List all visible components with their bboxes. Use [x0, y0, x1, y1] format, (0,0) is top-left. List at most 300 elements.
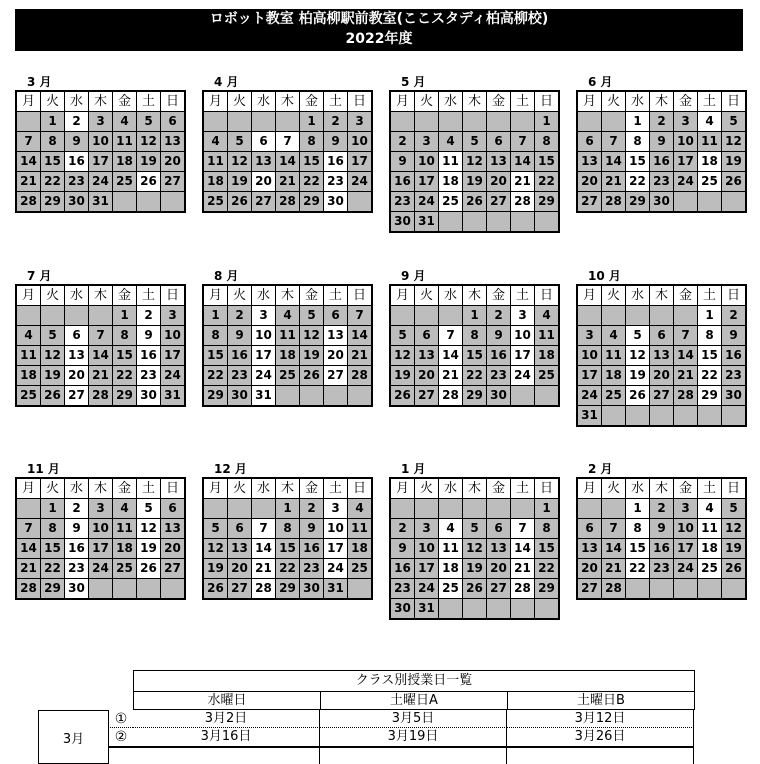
empty-cell [487, 499, 510, 518]
weekday-header: 金 [113, 286, 136, 305]
weekday-header: 金 [487, 479, 510, 498]
day-cell: 1 [463, 306, 486, 325]
day-cell: 7 [252, 519, 275, 538]
day-cell: 23 [228, 366, 251, 385]
day-cell: 21 [602, 559, 625, 578]
day-cell: 2 [650, 499, 673, 518]
day-cell: 13 [650, 346, 673, 365]
day-cell: 15 [535, 152, 558, 171]
day-cell: 8 [626, 519, 649, 538]
month-calendar [15, 74, 184, 213]
day-cell: 28 [348, 366, 371, 385]
empty-cell [650, 406, 673, 425]
day-cell: 22 [204, 366, 227, 385]
day-cell: 30 [228, 386, 251, 405]
empty-cell [348, 386, 371, 405]
day-cell: 6 [650, 326, 673, 345]
empty-cell [228, 499, 251, 518]
day-cell: 29 [535, 192, 558, 211]
day-cell: 16 [391, 172, 414, 191]
day-cell: 3 [674, 112, 697, 131]
empty-cell [698, 579, 721, 598]
schedule-month-row [38, 710, 695, 764]
weekday-header: 水 [439, 479, 462, 498]
empty-cell [535, 212, 558, 231]
day-cell: 18 [698, 539, 721, 558]
day-cell: 17 [161, 346, 184, 365]
day-cell: 12 [463, 152, 486, 171]
month-calendar [576, 74, 745, 213]
day-cell: 7 [511, 132, 534, 151]
day-cell: 23 [391, 192, 414, 211]
day-cell: 14 [276, 152, 299, 171]
weekday-header: 土 [137, 92, 160, 111]
day-cell: 13 [252, 152, 275, 171]
weekday-header: 木 [276, 286, 299, 305]
day-cell: 23 [722, 366, 745, 385]
month-label: 3 月 [27, 75, 52, 89]
day-cell: 11 [17, 346, 40, 365]
empty-cell [276, 112, 299, 131]
day-cell: 19 [626, 366, 649, 385]
day-cell: 2 [487, 306, 510, 325]
weekday-header: 木 [650, 479, 673, 498]
day-cell: 31 [415, 212, 438, 231]
schedule-lessons [108, 710, 694, 764]
day-cell: 12 [463, 539, 486, 558]
month-grid [15, 90, 186, 213]
lesson-number: ① [108, 710, 133, 728]
day-cell: 24 [415, 579, 438, 598]
weekday-header: 月 [578, 92, 601, 111]
day-cell: 10 [511, 326, 534, 345]
empty-cell [252, 112, 275, 131]
empty-cell [41, 306, 64, 325]
day-cell: 21 [511, 559, 534, 578]
day-cell: 11 [113, 519, 136, 538]
empty-cell [391, 112, 414, 131]
day-cell: 28 [602, 579, 625, 598]
weekday-header: 水 [65, 479, 88, 498]
day-cell: 13 [161, 132, 184, 151]
month-calendar [15, 268, 184, 407]
empty-cell [511, 112, 534, 131]
day-cell: 31 [415, 599, 438, 618]
day-cell: 14 [674, 346, 697, 365]
day-cell: 4 [204, 132, 227, 151]
weekday-header: 日 [535, 286, 558, 305]
day-cell: 28 [674, 386, 697, 405]
day-cell: 4 [602, 326, 625, 345]
weekday-header: 月 [204, 479, 227, 498]
day-cell: 14 [602, 152, 625, 171]
weekday-header: 土 [698, 286, 721, 305]
day-cell: 11 [204, 152, 227, 171]
day-cell: 1 [41, 112, 64, 131]
day-cell: 10 [89, 519, 112, 538]
day-cell: 11 [348, 519, 371, 538]
weekday-header: 土 [511, 92, 534, 111]
day-cell: 10 [89, 132, 112, 151]
day-cell: 29 [698, 386, 721, 405]
day-cell: 26 [722, 559, 745, 578]
column-header-wednesday: 水曜日 [134, 692, 321, 710]
day-cell: 25 [113, 172, 136, 191]
day-cell: 26 [137, 559, 160, 578]
month-calendar [576, 268, 745, 427]
day-cell: 16 [391, 559, 414, 578]
day-cell: 28 [511, 579, 534, 598]
day-cell: 26 [137, 172, 160, 191]
day-cell: 8 [41, 519, 64, 538]
day-cell: 20 [578, 172, 601, 191]
day-cell: 20 [65, 366, 88, 385]
weekday-header: 水 [65, 286, 88, 305]
day-cell: 5 [204, 519, 227, 538]
weekday-header: 日 [722, 479, 745, 498]
day-cell: 12 [722, 132, 745, 151]
day-cell: 14 [348, 326, 371, 345]
weekday-header: 水 [439, 92, 462, 111]
empty-cell [602, 406, 625, 425]
day-cell: 12 [137, 132, 160, 151]
empty-cell [17, 306, 40, 325]
day-cell: 22 [626, 559, 649, 578]
weekday-header: 金 [674, 286, 697, 305]
day-cell: 29 [204, 386, 227, 405]
day-cell: 19 [137, 152, 160, 171]
lesson-date: 3月26日 [507, 728, 694, 746]
day-cell: 30 [324, 192, 347, 211]
lesson-number-empty [108, 746, 133, 764]
weekday-header: 月 [204, 286, 227, 305]
day-cell: 10 [415, 152, 438, 171]
day-cell: 8 [626, 132, 649, 151]
month-calendar [202, 268, 371, 407]
day-cell: 19 [228, 172, 251, 191]
day-cell: 4 [698, 499, 721, 518]
month-label: 5 月 [401, 75, 426, 89]
empty-cell [439, 112, 462, 131]
day-cell: 24 [415, 192, 438, 211]
day-cell: 12 [228, 152, 251, 171]
day-cell: 24 [324, 559, 347, 578]
day-cell: 26 [463, 192, 486, 211]
day-cell: 1 [698, 306, 721, 325]
day-cell: 6 [578, 132, 601, 151]
day-cell: 26 [228, 192, 251, 211]
day-cell: 21 [252, 559, 275, 578]
month-grid [389, 90, 560, 233]
empty-cell [511, 499, 534, 518]
day-cell: 7 [602, 519, 625, 538]
weekday-header: 金 [300, 479, 323, 498]
empty-cell [415, 112, 438, 131]
day-cell: 2 [300, 499, 323, 518]
weekday-header: 水 [626, 92, 649, 111]
day-cell: 10 [324, 519, 347, 538]
weekday-header: 日 [722, 92, 745, 111]
day-cell: 4 [17, 326, 40, 345]
empty-cell [535, 386, 558, 405]
day-cell: 28 [89, 386, 112, 405]
month-label: 2 月 [588, 462, 613, 476]
day-cell: 17 [89, 152, 112, 171]
day-cell: 15 [204, 346, 227, 365]
day-cell: 7 [511, 519, 534, 538]
month-grid [389, 284, 560, 407]
day-cell: 17 [348, 152, 371, 171]
day-cell: 5 [722, 499, 745, 518]
month-grid [15, 284, 186, 407]
day-cell: 18 [113, 539, 136, 558]
day-cell: 14 [89, 346, 112, 365]
day-cell: 6 [487, 132, 510, 151]
schedule-table [38, 670, 695, 764]
empty-cell [439, 212, 462, 231]
weekday-header: 水 [252, 286, 275, 305]
day-cell: 22 [626, 172, 649, 191]
day-cell: 22 [41, 559, 64, 578]
weekday-header: 土 [698, 479, 721, 498]
day-cell: 11 [698, 519, 721, 538]
empty-cell [674, 306, 697, 325]
day-cell: 23 [650, 172, 673, 191]
day-cell: 21 [276, 172, 299, 191]
weekday-header: 火 [41, 286, 64, 305]
empty-cell [300, 386, 323, 405]
day-cell: 25 [348, 559, 371, 578]
day-cell: 8 [204, 326, 227, 345]
day-cell: 10 [415, 539, 438, 558]
empty-cell [204, 499, 227, 518]
month-label: 8 月 [214, 269, 239, 283]
lesson-date-empty [507, 746, 694, 764]
day-cell: 25 [204, 192, 227, 211]
weekday-header: 日 [348, 286, 371, 305]
day-cell: 26 [722, 172, 745, 191]
weekday-header: 月 [578, 286, 601, 305]
day-cell: 25 [698, 559, 721, 578]
weekday-header: 月 [204, 92, 227, 111]
day-cell: 26 [41, 386, 64, 405]
day-cell: 7 [276, 132, 299, 151]
weekday-header: 土 [324, 286, 347, 305]
day-cell: 1 [204, 306, 227, 325]
day-cell: 25 [602, 386, 625, 405]
empty-cell [626, 579, 649, 598]
day-cell: 5 [463, 132, 486, 151]
empty-cell [17, 112, 40, 131]
day-cell: 15 [113, 346, 136, 365]
empty-cell [602, 112, 625, 131]
day-cell: 27 [252, 192, 275, 211]
empty-cell [535, 599, 558, 618]
day-cell: 4 [535, 306, 558, 325]
schedule-header-row [133, 692, 695, 710]
weekday-header: 木 [650, 92, 673, 111]
weekday-header: 水 [439, 286, 462, 305]
day-cell: 14 [602, 539, 625, 558]
day-cell: 21 [89, 366, 112, 385]
day-cell: 29 [113, 386, 136, 405]
weekday-header: 日 [161, 286, 184, 305]
weekday-header: 日 [348, 479, 371, 498]
day-cell: 27 [578, 192, 601, 211]
day-cell: 1 [626, 112, 649, 131]
day-cell: 3 [578, 326, 601, 345]
day-cell: 17 [674, 152, 697, 171]
empty-cell [674, 579, 697, 598]
weekday-header: 土 [137, 479, 160, 498]
day-cell: 9 [487, 326, 510, 345]
day-cell: 15 [626, 152, 649, 171]
day-cell: 10 [252, 326, 275, 345]
day-cell: 16 [650, 539, 673, 558]
day-cell: 2 [65, 499, 88, 518]
weekday-header: 火 [228, 479, 251, 498]
weekday-header: 火 [41, 92, 64, 111]
empty-cell [722, 192, 745, 211]
day-cell: 29 [41, 192, 64, 211]
day-cell: 11 [439, 539, 462, 558]
empty-cell [65, 306, 88, 325]
day-cell: 24 [674, 172, 697, 191]
day-cell: 25 [535, 366, 558, 385]
day-cell: 15 [535, 539, 558, 558]
day-cell: 27 [578, 579, 601, 598]
empty-cell [511, 386, 534, 405]
day-cell: 17 [324, 539, 347, 558]
day-cell: 10 [578, 346, 601, 365]
day-cell: 14 [511, 539, 534, 558]
weekday-header: 水 [65, 92, 88, 111]
day-cell: 1 [276, 499, 299, 518]
day-cell: 24 [348, 172, 371, 191]
day-cell: 30 [65, 192, 88, 211]
day-cell: 11 [276, 326, 299, 345]
day-cell: 16 [300, 539, 323, 558]
weekday-header: 火 [41, 479, 64, 498]
day-cell: 29 [535, 579, 558, 598]
day-cell: 22 [300, 172, 323, 191]
empty-cell [439, 306, 462, 325]
day-cell: 19 [463, 172, 486, 191]
month-calendar [389, 268, 558, 407]
day-cell: 16 [137, 346, 160, 365]
day-cell: 3 [415, 519, 438, 538]
day-cell: 1 [535, 499, 558, 518]
empty-cell [113, 579, 136, 598]
day-cell: 5 [228, 132, 251, 151]
day-cell: 6 [324, 306, 347, 325]
day-cell: 21 [602, 172, 625, 191]
weekday-header: 日 [161, 92, 184, 111]
day-cell: 28 [602, 192, 625, 211]
day-cell: 25 [439, 579, 462, 598]
day-cell: 16 [650, 152, 673, 171]
weekday-header: 金 [300, 286, 323, 305]
day-cell: 23 [391, 579, 414, 598]
day-cell: 20 [487, 172, 510, 191]
day-cell: 30 [722, 386, 745, 405]
day-cell: 2 [228, 306, 251, 325]
weekday-header: 金 [487, 286, 510, 305]
empty-cell [89, 306, 112, 325]
day-cell: 8 [41, 132, 64, 151]
day-cell: 29 [463, 386, 486, 405]
day-cell: 15 [463, 346, 486, 365]
day-cell: 3 [89, 112, 112, 131]
day-cell: 7 [602, 132, 625, 151]
day-cell: 20 [161, 539, 184, 558]
empty-cell [674, 192, 697, 211]
day-cell: 17 [511, 346, 534, 365]
empty-cell [626, 406, 649, 425]
day-cell: 15 [300, 152, 323, 171]
day-cell: 10 [348, 132, 371, 151]
day-cell: 17 [415, 172, 438, 191]
weekday-header: 月 [578, 479, 601, 498]
day-cell: 9 [65, 519, 88, 538]
weekday-header: 月 [17, 286, 40, 305]
weekday-header: 木 [276, 92, 299, 111]
day-cell: 13 [487, 539, 510, 558]
day-cell: 28 [439, 386, 462, 405]
day-cell: 20 [415, 366, 438, 385]
day-cell: 18 [276, 346, 299, 365]
day-cell: 5 [300, 306, 323, 325]
day-cell: 23 [300, 559, 323, 578]
day-cell: 16 [228, 346, 251, 365]
lesson-date: 3月5日 [320, 710, 507, 728]
day-cell: 14 [439, 346, 462, 365]
weekday-header: 金 [113, 92, 136, 111]
day-cell: 30 [137, 386, 160, 405]
weekday-header: 木 [276, 479, 299, 498]
empty-cell [439, 599, 462, 618]
weekday-header: 月 [391, 479, 414, 498]
weekday-header: 金 [113, 479, 136, 498]
weekday-header: 土 [511, 479, 534, 498]
day-cell: 24 [161, 366, 184, 385]
day-cell: 28 [17, 192, 40, 211]
day-cell: 4 [113, 112, 136, 131]
month-label: 9 月 [401, 269, 426, 283]
weekday-header: 火 [228, 92, 251, 111]
day-cell: 15 [698, 346, 721, 365]
weekday-header: 木 [463, 286, 486, 305]
day-cell: 16 [722, 346, 745, 365]
empty-cell [511, 212, 534, 231]
day-cell: 4 [439, 519, 462, 538]
weekday-header: 金 [487, 92, 510, 111]
month-grid [576, 90, 747, 213]
schedule-title: クラス別授業日一覧 [133, 670, 695, 692]
day-cell: 4 [348, 499, 371, 518]
day-cell: 30 [391, 212, 414, 231]
empty-cell [204, 112, 227, 131]
weekday-header: 火 [602, 286, 625, 305]
empty-cell [722, 406, 745, 425]
day-cell: 17 [415, 559, 438, 578]
weekday-header: 水 [626, 479, 649, 498]
day-cell: 7 [439, 326, 462, 345]
day-cell: 18 [439, 559, 462, 578]
day-cell: 14 [511, 152, 534, 171]
day-cell: 10 [161, 326, 184, 345]
day-cell: 26 [391, 386, 414, 405]
